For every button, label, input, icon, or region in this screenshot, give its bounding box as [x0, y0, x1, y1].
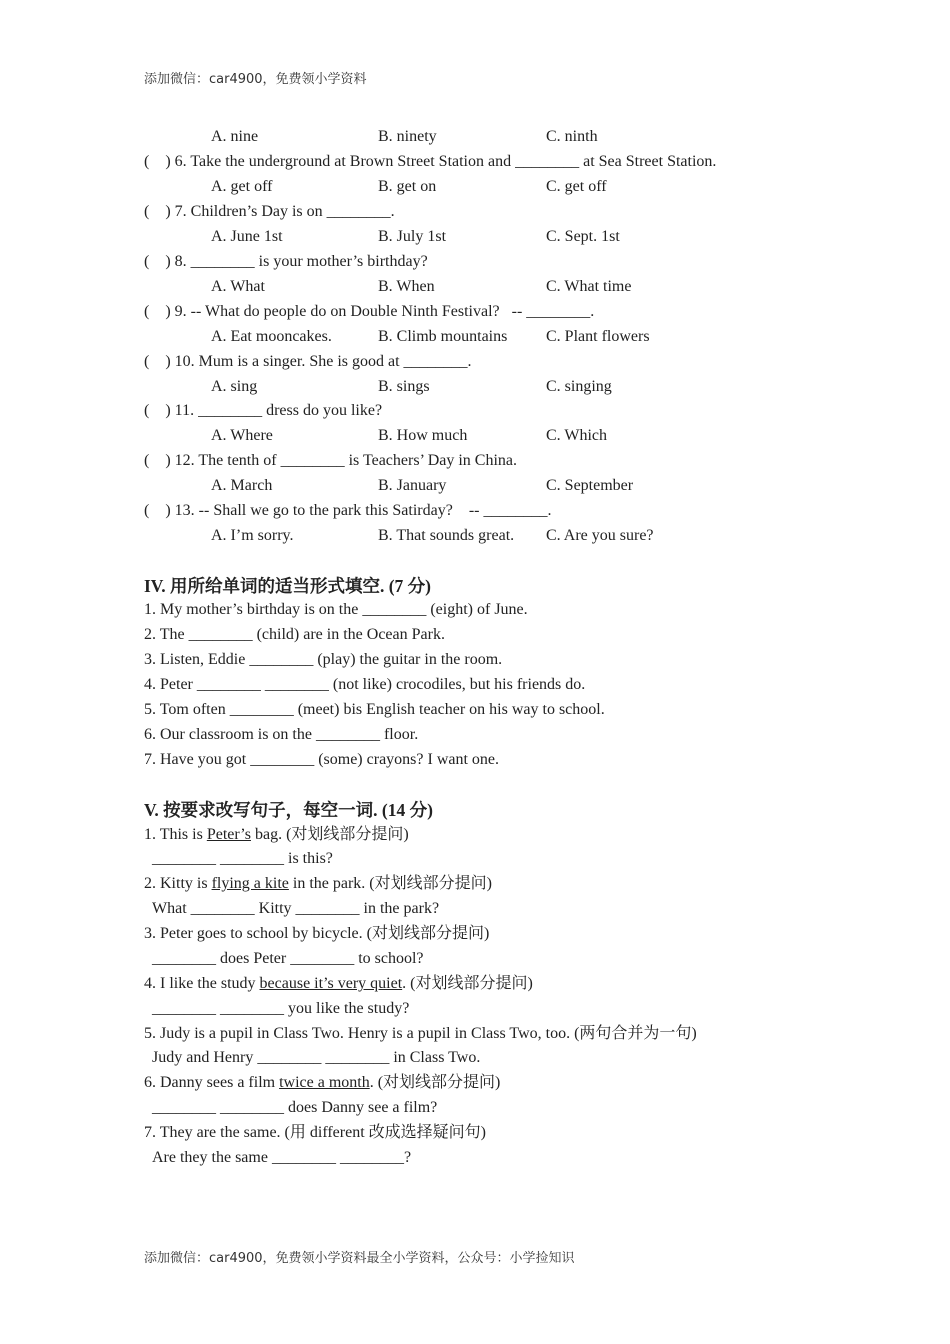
option-c: C. September: [546, 477, 634, 494]
q6-pre: 6. Danny sees a film: [144, 1074, 280, 1091]
option-c: C. ninth: [546, 128, 598, 145]
q2-underlined: flying a kite: [211, 875, 289, 892]
q13-options: [211, 526, 811, 546]
option-a: A. nine: [211, 128, 259, 145]
question-7: ( ) 7. Children’s Day is on ________.: [144, 203, 395, 220]
section-5-q2: [144, 874, 492, 894]
option-b: B. get on: [378, 178, 437, 195]
section-5-q6: [144, 1073, 500, 1093]
option-c: C. Plant flowers: [546, 328, 650, 345]
section-5-q1-answer: ________ ________ is this?: [152, 850, 333, 867]
q5-options: [211, 127, 811, 147]
q7-options: [211, 227, 811, 247]
section-5-q7: 7. They are the same. (用 different 改成选择疑问句): [144, 1124, 486, 1141]
section-4-item: 6. Our classroom is on the ________ floor.: [144, 726, 419, 743]
section-5-q7-answer: Are they the same ________ ________?: [152, 1149, 412, 1166]
q1-underlined: Peter’s: [206, 826, 251, 843]
option-c: C. get off: [546, 178, 607, 195]
section-5-q3: 3. Peter goes to school by bicycle. (对划线部分提问): [144, 925, 490, 942]
section-5-q3-answer: ________ does Peter ________ to school?: [152, 950, 424, 967]
section-4-title: IV. 用所给单词的适当形式填空. (7 分): [144, 576, 431, 596]
section-5-q5: 5. Judy is a pupil in Class Two. Henry is a pupil in Class Two, too. (两句合并为一句): [144, 1025, 697, 1042]
option-b: B. How much: [378, 427, 468, 444]
q4-post: . (对划线部分提问): [402, 975, 533, 992]
question-10: ( ) 10. Mum is a singer. She is good at ________.: [144, 353, 472, 370]
q12-options: [211, 476, 811, 496]
option-b: B. Climb mountains: [378, 328, 508, 345]
option-c: C. What time: [546, 278, 632, 295]
section-5-q2-answer: What ________ Kitty ________ in the park?: [152, 900, 440, 917]
page-header: 添加微信：car4900，免费领小学资料: [144, 72, 367, 87]
q2-pre: 2. Kitty is: [144, 875, 212, 892]
q11-options: [211, 426, 811, 446]
section-4-item: 4. Peter ________ ________ (not like) crocodiles, but his friends do.: [144, 676, 586, 693]
question-13: ( ) 13. -- Shall we go to the park this Satirday? -- ________.: [144, 502, 552, 519]
option-b: B. July 1st: [378, 228, 447, 245]
option-c: C. Which: [546, 427, 608, 444]
question-9: ( ) 9. -- What do people do on Double Ninth Festival? -- ________.: [144, 303, 595, 320]
question-8: ( ) 8. ________ is your mother’s birthday?: [144, 253, 428, 270]
option-b: B. When: [378, 278, 435, 295]
q9-options: [211, 327, 811, 347]
section-5-q1: [144, 825, 409, 845]
question-11: ( ) 11. ________ dress do you like?: [144, 402, 383, 419]
section-5-title: V. 按要求改写句子，每空一词. (14 分): [144, 800, 433, 820]
section-4-item: 7. Have you got ________ (some) crayons? I want one.: [144, 751, 500, 768]
section-5-q4-answer: ________ ________ you like the study?: [152, 1000, 410, 1017]
option-c: C. Are you sure?: [546, 527, 654, 544]
section-4-item: 3. Listen, Eddie ________ (play) the guitar in the room.: [144, 651, 503, 668]
section-4-item: 5. Tom often ________ (meet) bis English teacher on his way to school.: [144, 701, 605, 718]
option-a: A. sing: [211, 378, 258, 395]
option-b: B. sings: [378, 378, 430, 395]
q6-post: . (对划线部分提问): [369, 1074, 501, 1091]
option-c: C. singing: [546, 378, 612, 395]
q2-post: in the park. (对划线部分提问): [288, 875, 492, 892]
q1-pre: 1. This is: [144, 826, 207, 843]
section-5-q5-answer: Judy and Henry ________ ________ in Class Two.: [152, 1049, 481, 1066]
q4-underlined: because it’s very quiet: [259, 975, 403, 992]
question-6: ( ) 6. Take the underground at Brown Street Station and ________ at Sea Street Station.: [144, 153, 717, 170]
section-5-q4: [144, 974, 533, 994]
option-b: B. That sounds great.: [378, 527, 515, 544]
q6-underlined: twice a month: [279, 1074, 370, 1091]
q10-options: [211, 377, 811, 397]
q4-pre: 4. I like the study: [144, 975, 260, 992]
option-a: A. March: [211, 477, 273, 494]
q1-post: bag. (对划线部分提问): [250, 826, 409, 843]
question-12: ( ) 12. The tenth of ________ is Teachers’ Day in China.: [144, 452, 518, 469]
section-4-item: 2. The ________ (child) are in the Ocean Park.: [144, 626, 445, 643]
option-a: A. get off: [211, 178, 273, 195]
option-a: A. Eat mooncakes.: [211, 328, 332, 345]
option-a: A. I’m sorry.: [211, 527, 294, 544]
option-a: A. June 1st: [211, 228, 283, 245]
section-4-item: 1. My mother’s birthday is on the ________ (eight) of June.: [144, 601, 528, 618]
option-c: C. Sept. 1st: [546, 228, 620, 245]
q8-options: [211, 277, 811, 297]
option-b: B. ninety: [378, 128, 437, 145]
option-a: A. Where: [211, 427, 273, 444]
option-b: B. January: [378, 477, 447, 494]
page-footer: 添加微信：car4900，免费领小学资料最全小学资料，公众号：小学捡知识: [144, 1251, 575, 1266]
section-5-q6-answer: ________ ________ does Danny see a film?: [152, 1099, 438, 1116]
option-a: A. What: [211, 278, 265, 295]
q6-options: [211, 177, 811, 197]
